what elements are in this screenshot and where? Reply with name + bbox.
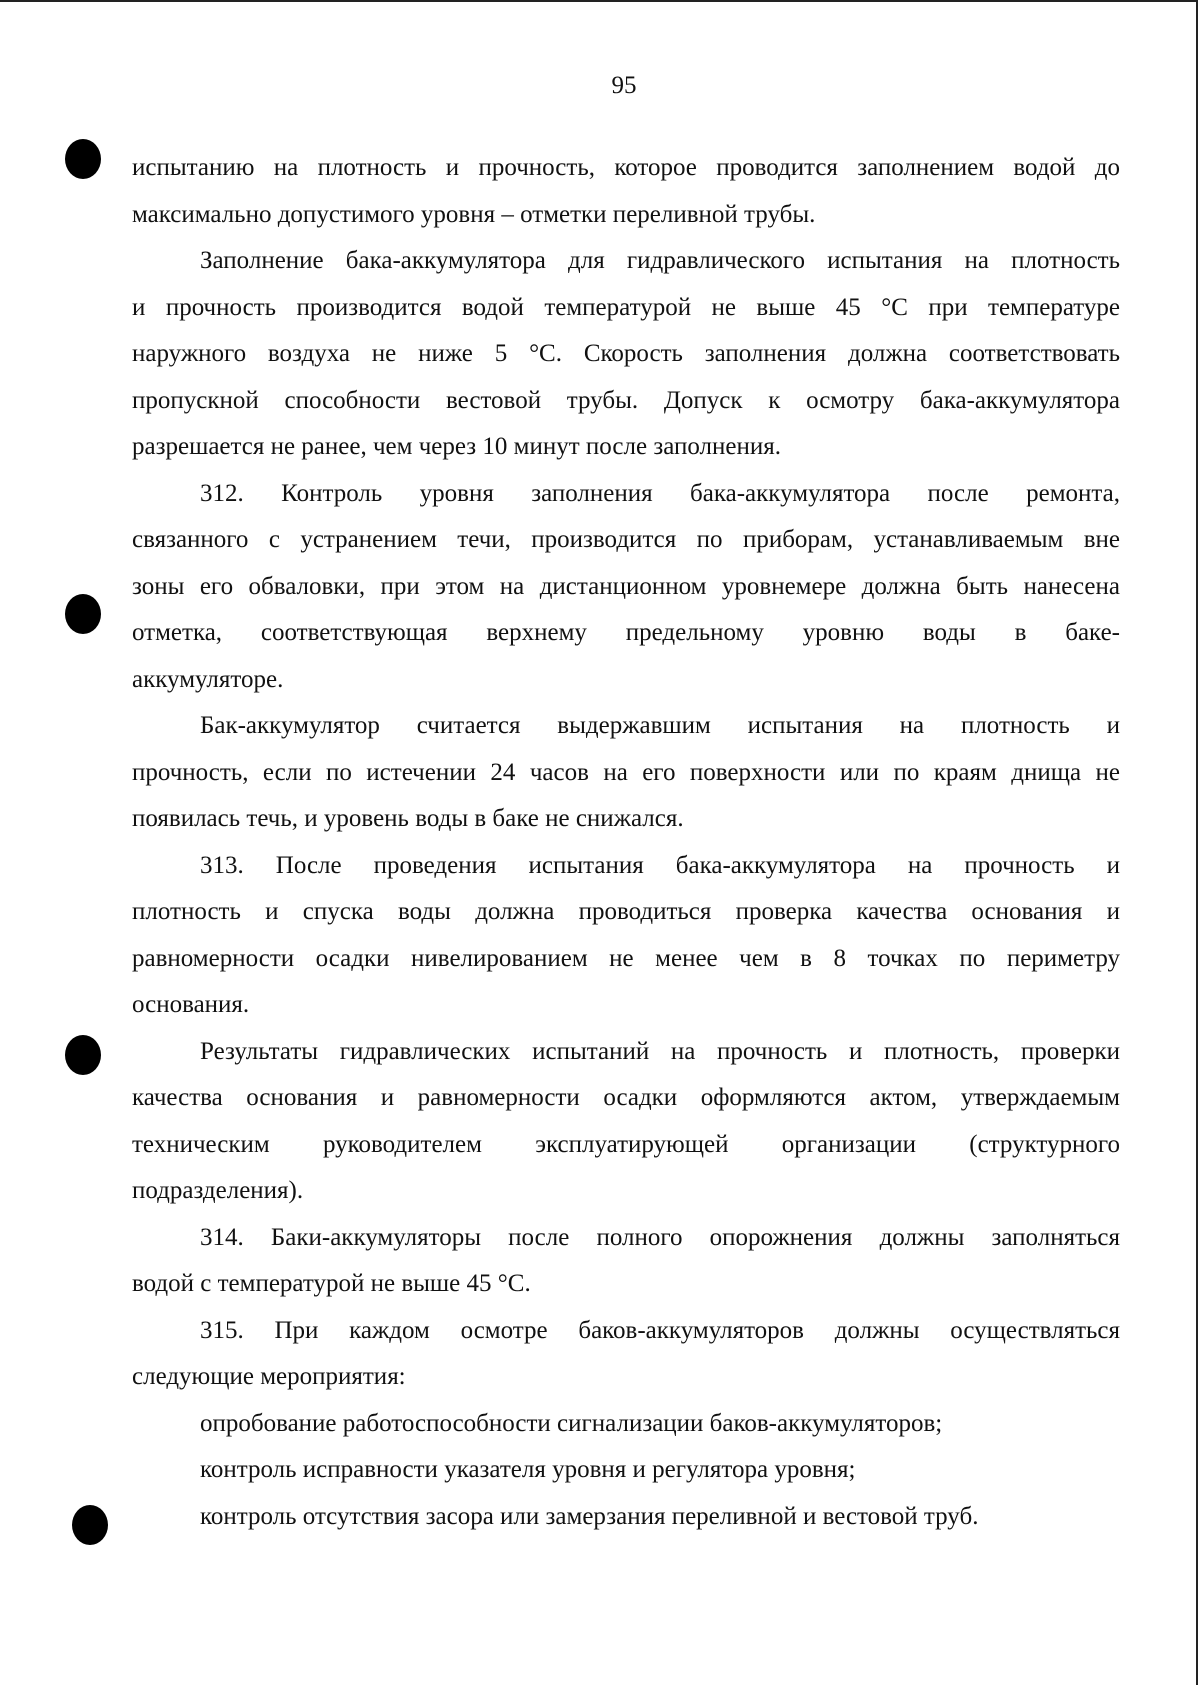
text-line: 314. Баки-аккумуляторы после полного опорожнения должны заполняться — [200, 1223, 1120, 1251]
paragraph — [132, 145, 1120, 238]
text-line: и прочность производится водой температурой не выше 45 °С при температуре — [132, 293, 1120, 321]
text-line: равномерности осадки нивелированием не менее чем в 8 точках по периметру — [132, 944, 1120, 972]
text-line: прочность, если по истечении 24 часов на его поверхности или по краям днища не — [132, 758, 1120, 786]
text-line: пропускной способности вестовой трубы. Допуск к осмотру бака-аккумулятора — [132, 386, 1120, 414]
text-line: качества основания и равномерности осадки оформляются актом, утверждаемым — [132, 1084, 1120, 1111]
text-line: максимально допустимого уровня – отметки переливной трубы. — [132, 200, 816, 228]
list-item: контроль отсутствия засора или замерзания переливной и вестовой труб. — [200, 1502, 979, 1530]
paragraph — [132, 703, 1120, 843]
text-line: аккумуляторе. — [132, 665, 284, 693]
text-line: 312. Контроль уровня заполнения бака-аккумулятора после ремонта, — [200, 479, 1120, 507]
text-line: основания. — [132, 991, 250, 1018]
text-line: связанного с устранением течи, производится по приборам, устанавливаемым вне — [132, 526, 1120, 553]
text-line: 313. После проведения испытания бака-аккумулятора на прочность и — [200, 851, 1120, 879]
text-line: 315. При каждом осмотре баков-аккумуляторов должны осуществляться — [200, 1316, 1120, 1344]
document-body — [132, 145, 1120, 1540]
text-line: следующие мероприятия: — [132, 1363, 406, 1390]
paragraph-313 — [132, 843, 1120, 1029]
text-line: Заполнение бака-аккумулятора для гидравлического испытания на плотность — [200, 247, 1120, 274]
text-line: водой с температурой не выше 45 °С. — [132, 1270, 531, 1297]
punch-hole-1 — [65, 139, 101, 179]
text-line: техническим руководителем эксплуатирующей организации (структурного — [132, 1130, 1120, 1158]
punch-hole-2 — [65, 594, 101, 634]
punch-hole-3 — [65, 1035, 101, 1075]
list-item: опробование работоспособности сигнализации баков-аккумуляторов; — [200, 1409, 943, 1437]
text-line: Результаты гидравлических испытаний на прочность и плотность, проверки — [200, 1037, 1120, 1065]
paragraph-312 — [132, 471, 1120, 704]
text-line: зоны его обваловки, при этом на дистанционном уровнемере должна быть нанесена — [132, 572, 1120, 600]
text-line: разрешается не ранее, чем через 10 минут после заполнения. — [132, 433, 781, 460]
punch-hole-4 — [72, 1505, 108, 1545]
text-line: плотность и спуска воды должна проводиться проверка качества основания и — [132, 898, 1120, 925]
text-line: наружного воздуха не ниже 5 °С. Скорость заполнения должна соответствовать — [132, 340, 1120, 367]
page-number: 95 — [611, 72, 637, 99]
paragraph-315 — [132, 1308, 1120, 1401]
paragraph — [132, 238, 1120, 471]
list-item: контроль исправности указателя уровня и регулятора уровня; — [200, 1456, 856, 1483]
text-line: Бак-аккумулятор считается выдержавшим испытания на плотность и — [200, 712, 1120, 739]
paragraph-314 — [132, 1215, 1120, 1308]
text-line: испытанию на плотность и прочность, которое проводится заполнением водой до — [132, 154, 1120, 181]
text-line: появилась течь, и уровень воды в баке не снижался. — [132, 805, 684, 832]
text-line: отметка, соответствующая верхнему предельному уровню воды в баке- — [132, 619, 1120, 646]
text-line: подразделения). — [132, 1177, 304, 1204]
paragraph — [132, 1029, 1120, 1215]
